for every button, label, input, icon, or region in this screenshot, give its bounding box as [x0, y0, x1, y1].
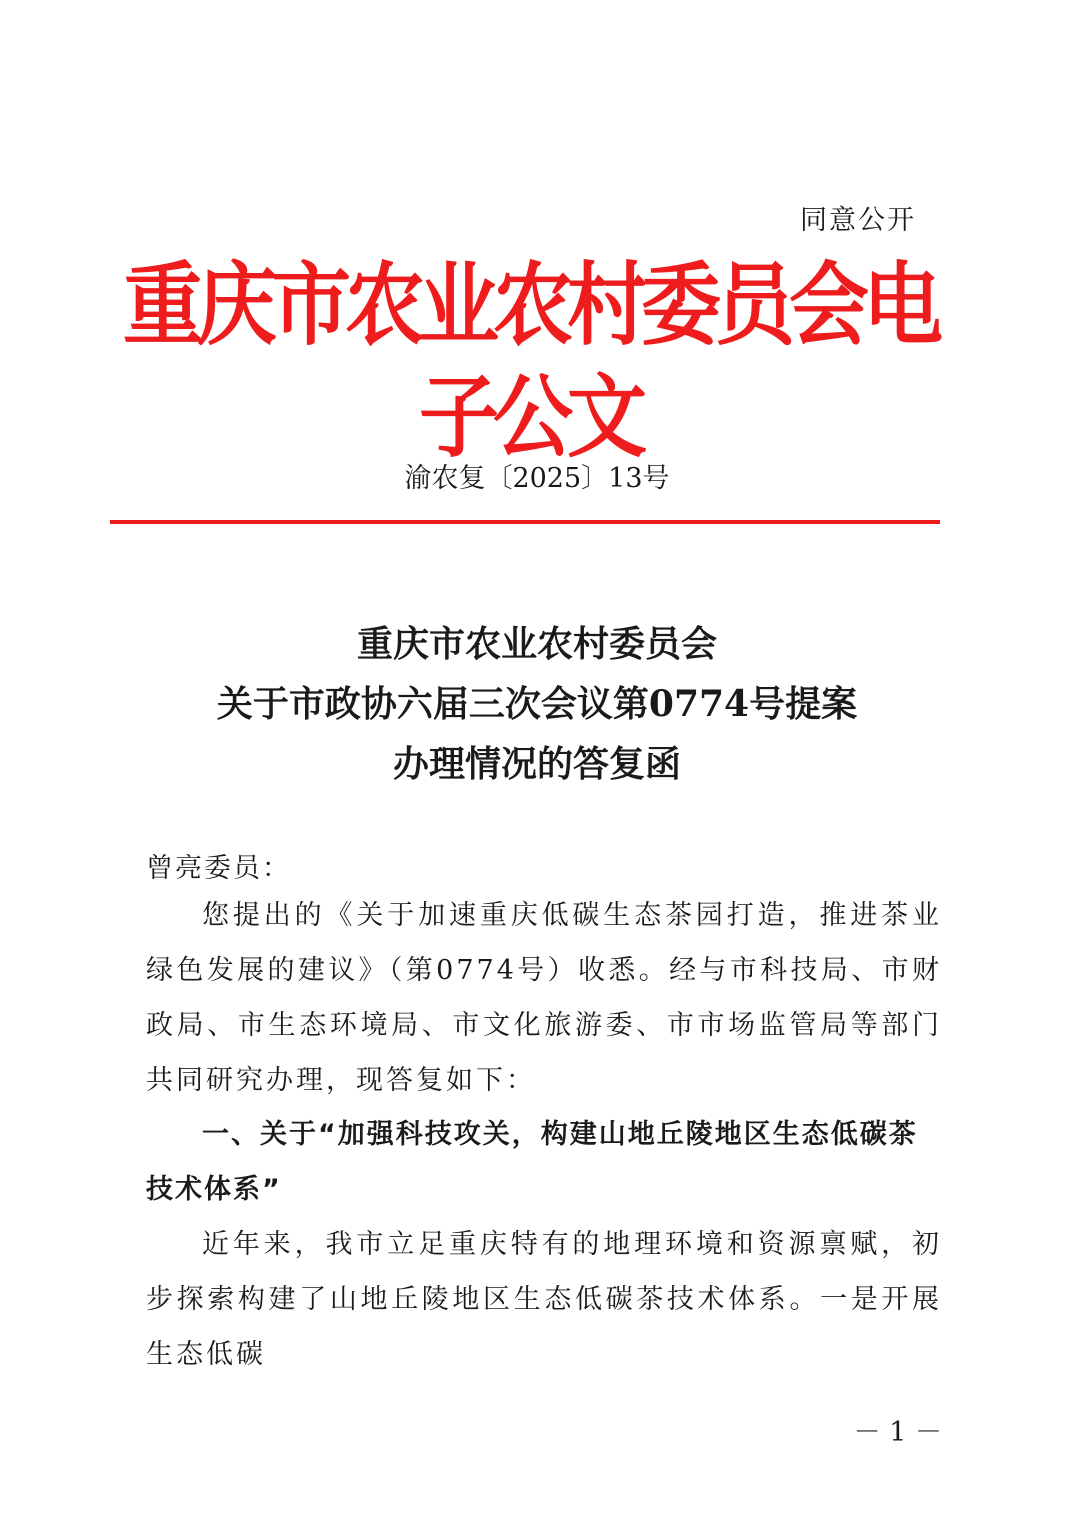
red-divider	[110, 520, 940, 524]
masthead-title: 重庆市农业农村委员会电子公文	[123, 253, 937, 470]
section-heading-1: 一、关于“加强科技攻关，构建山地丘陵地区生态低碳茶技术体系”	[146, 1119, 918, 1205]
page-number: － 1 －	[853, 1417, 942, 1448]
body-paragraph-2: 近年来，我市立足重庆特有的地理环境和资源禀赋，初步探索构建了山地丘陵地区生态低碳茶技术体系。一是开展生态低碳	[146, 1229, 942, 1370]
body-paragraph-1: 您提出的《关于加速重庆低碳生态茶园打造，推进茶业绿色发展的建议》（第0774号）收悉。经与市科技局、市财政局、市生态环境局、市文化旅游委、市市场监管局等部门共同研究办理，现答复如下：	[146, 900, 942, 1096]
title-line-3: 办理情况的答复函	[392, 743, 681, 785]
salutation: 曾亮委员：	[146, 853, 291, 884]
document-title	[0, 614, 1074, 794]
title-line-2: 关于市政协六届三次会议第0774号提案	[216, 683, 858, 725]
title-line-1: 重庆市农业农村委员会	[356, 623, 717, 665]
disclosure-label: 同意公开	[800, 205, 916, 236]
document-number: 渝农复〔2025〕13号	[404, 463, 670, 494]
